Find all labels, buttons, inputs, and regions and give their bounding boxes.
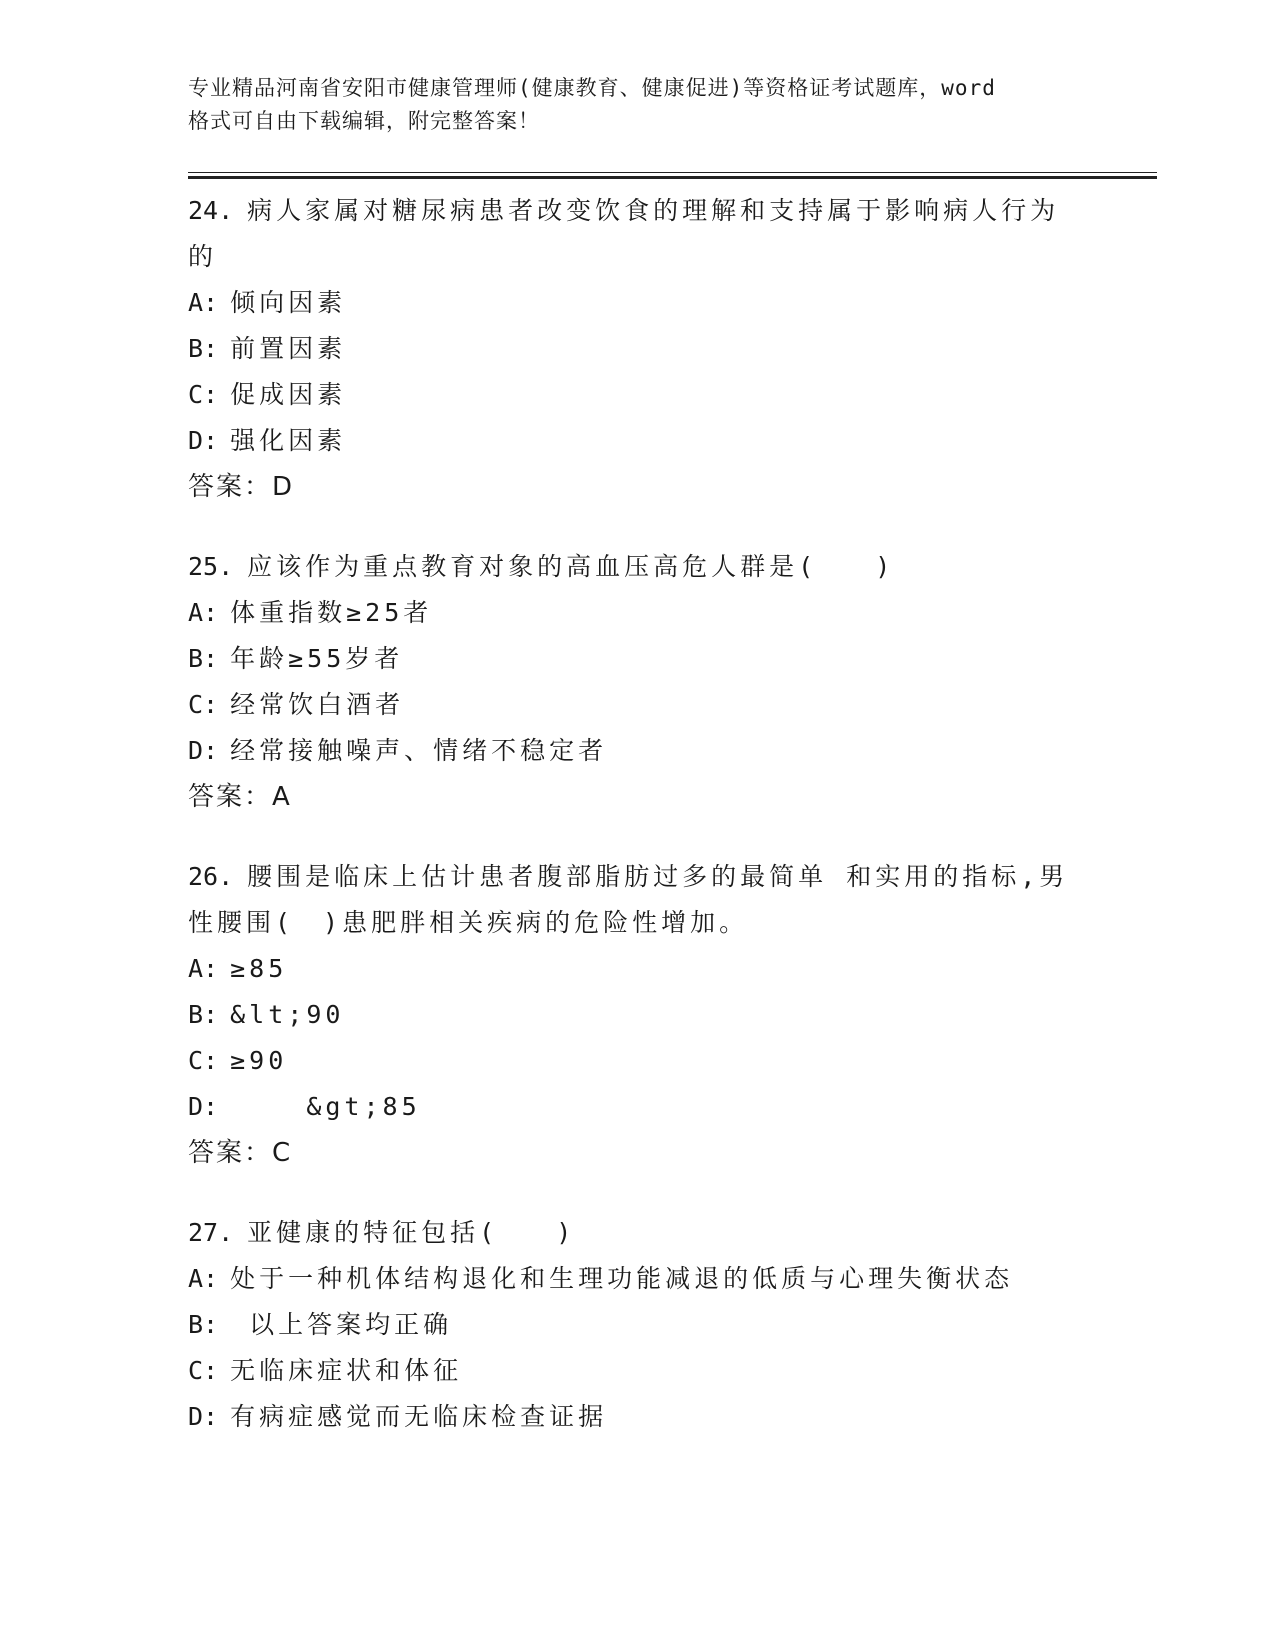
option-c <box>188 1038 1088 1084</box>
option-text: 促成因素 <box>230 380 347 409</box>
option-text: 年龄≥55岁者 <box>230 644 404 673</box>
option-text: ≥90 <box>230 1046 288 1075</box>
question-number: 25. <box>188 552 234 581</box>
option-text: 强化因素 <box>230 426 347 455</box>
question-stem-line-1: 腰围是临床上估计患者腹部脂肪过多的最简单 和实用的指标,男 <box>247 862 1069 891</box>
option-b <box>188 992 1088 1038</box>
header-divider-thin <box>188 172 1157 173</box>
option-d <box>188 1084 1088 1130</box>
option-text: &gt;85 <box>230 1092 421 1121</box>
question-27 <box>188 1210 1088 1440</box>
question-26 <box>188 854 1088 1176</box>
option-letter: C: <box>188 1356 219 1385</box>
option-letter: C: <box>188 380 219 409</box>
option-d <box>188 1394 1088 1440</box>
option-letter: B: <box>188 1310 219 1339</box>
option-a <box>188 1256 1088 1302</box>
question-stem <box>188 1210 1088 1256</box>
question-stem <box>188 854 1088 900</box>
question-stem <box>188 544 1088 590</box>
header-line-2: 格式可自由下载编辑，附完整答案！ <box>188 109 540 133</box>
option-letter: C: <box>188 690 219 719</box>
option-letter: B: <box>188 644 219 673</box>
question-stem-line-1: 病人家属对糖尿病患者改变饮食的理解和支持属于影响病人行为 <box>247 196 1060 225</box>
question-number: 26. <box>188 862 234 891</box>
option-letter: A: <box>188 288 219 317</box>
question-number: 24. <box>188 196 234 225</box>
option-text: 有病症感觉而无临床检查证据 <box>230 1402 608 1431</box>
option-letter: B: <box>188 334 219 363</box>
option-b <box>188 636 1088 682</box>
question-24 <box>188 188 1088 510</box>
option-letter: A: <box>188 598 219 627</box>
option-text: 体重指数≥25者 <box>230 598 433 627</box>
option-text: 经常接触噪声、情绪不稳定者 <box>230 736 608 765</box>
option-a <box>188 590 1088 636</box>
page-header <box>188 72 1088 138</box>
option-letter: D: <box>188 426 219 455</box>
question-stem-line-1: 应该作为重点教育对象的高血压高危人群是( ) <box>247 552 895 581</box>
option-text: 处于一种机体结构退化和生理功能减退的低质与心理失衡状态 <box>230 1264 1014 1293</box>
answer-line: 答案：C <box>188 1138 293 1168</box>
option-c <box>188 682 1088 728</box>
question-stem-line-1: 亚健康的特征包括( ) <box>247 1218 576 1247</box>
option-text: 以上答案均正确 <box>230 1310 453 1339</box>
header-line-1: 专业精品河南省安阳市健康管理师(健康教育、健康促进)等资格证考试题库，word <box>188 76 996 100</box>
option-d <box>188 418 1088 464</box>
option-text: ≥85 <box>230 954 288 983</box>
question-stem <box>188 188 1088 234</box>
option-b <box>188 1302 1088 1348</box>
option-d <box>188 728 1088 774</box>
question-25 <box>188 544 1088 820</box>
option-text: 前置因素 <box>230 334 347 363</box>
option-letter: A: <box>188 1264 219 1293</box>
question-stem-line-2: 的 <box>188 242 218 271</box>
option-letter: D: <box>188 1402 219 1431</box>
option-text: &lt;90 <box>230 1000 345 1029</box>
question-stem-line-2: 性腰围( )患肥胖相关疾病的危险性增加。 <box>188 908 749 937</box>
question-number: 27. <box>188 1218 234 1247</box>
option-letter: D: <box>188 736 219 765</box>
option-text: 无临床症状和体征 <box>230 1356 463 1385</box>
option-c <box>188 372 1088 418</box>
option-a <box>188 280 1088 326</box>
option-b <box>188 326 1088 372</box>
option-text: 经常饮白酒者 <box>230 690 405 719</box>
option-text: 倾向因素 <box>230 288 347 317</box>
option-letter: A: <box>188 954 219 983</box>
header-divider-thick <box>188 176 1157 179</box>
option-letter: D: <box>188 1092 219 1121</box>
option-a <box>188 946 1088 992</box>
option-letter: B: <box>188 1000 219 1029</box>
option-c <box>188 1348 1088 1394</box>
option-letter: C: <box>188 1046 219 1075</box>
question-list <box>188 188 1088 1474</box>
answer-line: 答案：A <box>188 782 292 812</box>
answer-line: 答案：D <box>188 472 295 502</box>
